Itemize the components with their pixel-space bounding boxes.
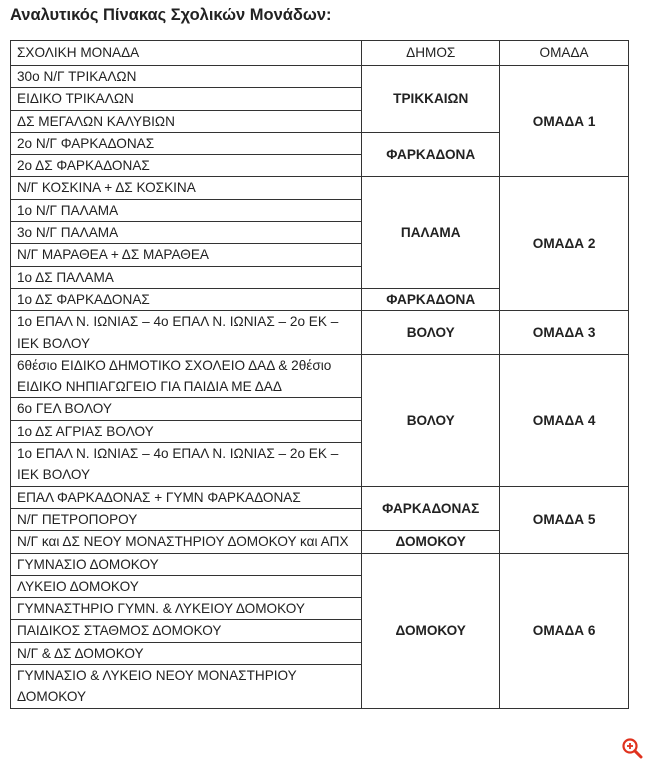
school-cell: Ν/Γ ΠΕΤΡΟΠΟΡΟΥ [11,508,362,530]
municipality-cell: ΒΟΛΟΥ [362,354,500,486]
school-cell: Ν/Γ και ΔΣ ΝΕΟΥ ΜΟΝΑΣΤΗΡΙΟΥ ΔΟΜΟΚΟΥ και ΑΠΧ [11,531,362,553]
group-cell: ΟΜΑΔΑ 4 [500,354,629,486]
municipality-cell: ΠΑΛΑΜΑ [362,177,500,288]
table-row [11,354,629,398]
school-cell: 3ο Ν/Γ ΠΑΛΑΜΑ [11,222,362,244]
municipality-cell: ΦΑΡΚΑΔΟΝΑΣ [362,486,500,531]
school-cell: 6ο ΓΕΛ ΒΟΛΟΥ [11,398,362,420]
header-municipality: ΔΗΜΟΣ [362,41,500,66]
page-title: Αναλυτικός Πίνακας Σχολικών Μονάδων: [10,6,332,24]
school-cell: ΕΙΔΙΚΟ ΤΡΙΚΑΛΩΝ [11,88,362,110]
school-cell: Ν/Γ & ΔΣ ΔΟΜΟΚΟΥ [11,642,362,664]
school-cell: ΛΥΚΕΙΟ ΔΟΜΟΚΟΥ [11,575,362,597]
school-cell: Ν/Γ ΚΟΣΚΙΝΑ + ΔΣ ΚΟΣΚΙΝΑ [11,177,362,199]
group-cell: ΟΜΑΔΑ 6 [500,553,629,708]
header-school: ΣΧΟΛΙΚΗ ΜΟΝΑΔΑ [11,41,362,66]
group-cell: ΟΜΑΔΑ 2 [500,177,629,311]
school-cell: 1ο ΔΣ ΦΑΡΚΑΔΟΝΑΣ [11,288,362,310]
schools-table [10,40,629,709]
group-cell: ΟΜΑΔΑ 3 [500,311,629,355]
municipality-cell: ΦΑΡΚΑΔΟΝΑ [362,288,500,310]
school-cell: 1ο ΔΣ ΑΓΡΙΑΣ ΒΟΛΟΥ [11,420,362,442]
school-cell: 1ο ΕΠΑΛ Ν. ΙΩΝΙΑΣ – 4ο ΕΠΑΛ Ν. ΙΩΝΙΑΣ – 2ο ΕΚ – ΙΕΚ ΒΟΛΟΥ [11,311,362,355]
table-header-row [11,41,629,66]
municipality-cell: ΔΟΜΟΚΟΥ [362,553,500,708]
table-row [11,66,629,88]
municipality-cell: ΒΟΛΟΥ [362,311,500,355]
table-row [11,311,629,355]
group-cell: ΟΜΑΔΑ 1 [500,66,629,177]
school-cell: 2ο Ν/Γ ΦΑΡΚΑΔΟΝΑΣ [11,132,362,154]
municipality-cell: ΦΑΡΚΑΔΟΝΑ [362,132,500,177]
school-cell: ΓΥΜΝΑΣΙΟ & ΛΥΚΕΙΟ ΝΕΟΥ ΜΟΝΑΣΤΗΡΙΟΥ ΔΟΜΟΚΟΥ [11,665,362,709]
zoom-in-icon[interactable] [621,737,643,759]
table-row [11,553,629,575]
table-row [11,486,629,508]
school-cell: ΔΣ ΜΕΓΑΛΩΝ ΚΑΛΥΒΙΩΝ [11,110,362,132]
municipality-cell: ΤΡΙΚΚΑΙΩΝ [362,66,500,133]
school-cell: 30ο Ν/Γ ΤΡΙΚΑΛΩΝ [11,66,362,88]
school-cell: 2ο ΔΣ ΦΑΡΚΑΔΟΝΑΣ [11,155,362,177]
school-cell: 1ο ΔΣ ΠΑΛΑΜΑ [11,266,362,288]
school-cell: 6θέσιο ΕΙΔΙΚΟ ΔΗΜΟΤΙΚΟ ΣΧΟΛΕΙΟ ΔΑΔ & 2θέσιο ΕΙΔΙΚΟ ΝΗΠΙΑΓΩΓΕΙΟ ΓΙΑ ΠΑΙΔΙΑ ΜΕ ΔΑΔ [11,354,362,398]
municipality-cell: ΔΟΜΟΚΟΥ [362,531,500,553]
school-cell: 1ο Ν/Γ ΠΑΛΑΜΑ [11,199,362,221]
group-cell: ΟΜΑΔΑ 5 [500,486,629,553]
school-cell: ΠΑΙΔΙΚΟΣ ΣΤΑΘΜΟΣ ΔΟΜΟΚΟΥ [11,620,362,642]
header-group: ΟΜΑΔΑ [500,41,629,66]
school-cell: 1ο ΕΠΑΛ Ν. ΙΩΝΙΑΣ – 4ο ΕΠΑΛ Ν. ΙΩΝΙΑΣ – 2ο ΕΚ – ΙΕΚ ΒΟΛΟΥ [11,443,362,487]
school-cell: Ν/Γ ΜΑΡΑΘΕΑ + ΔΣ ΜΑΡΑΘΕΑ [11,244,362,266]
school-cell: ΕΠΑΛ ΦΑΡΚΑΔΟΝΑΣ + ΓΥΜΝ ΦΑΡΚΑΔΟΝΑΣ [11,486,362,508]
school-cell: ΓΥΜΝΑΣΤΗΡΙΟ ΓΥΜΝ. & ΛΥΚΕΙΟΥ ΔΟΜΟΚΟΥ [11,598,362,620]
table-row [11,177,629,199]
school-cell: ΓΥΜΝΑΣΙΟ ΔΟΜΟΚΟΥ [11,553,362,575]
